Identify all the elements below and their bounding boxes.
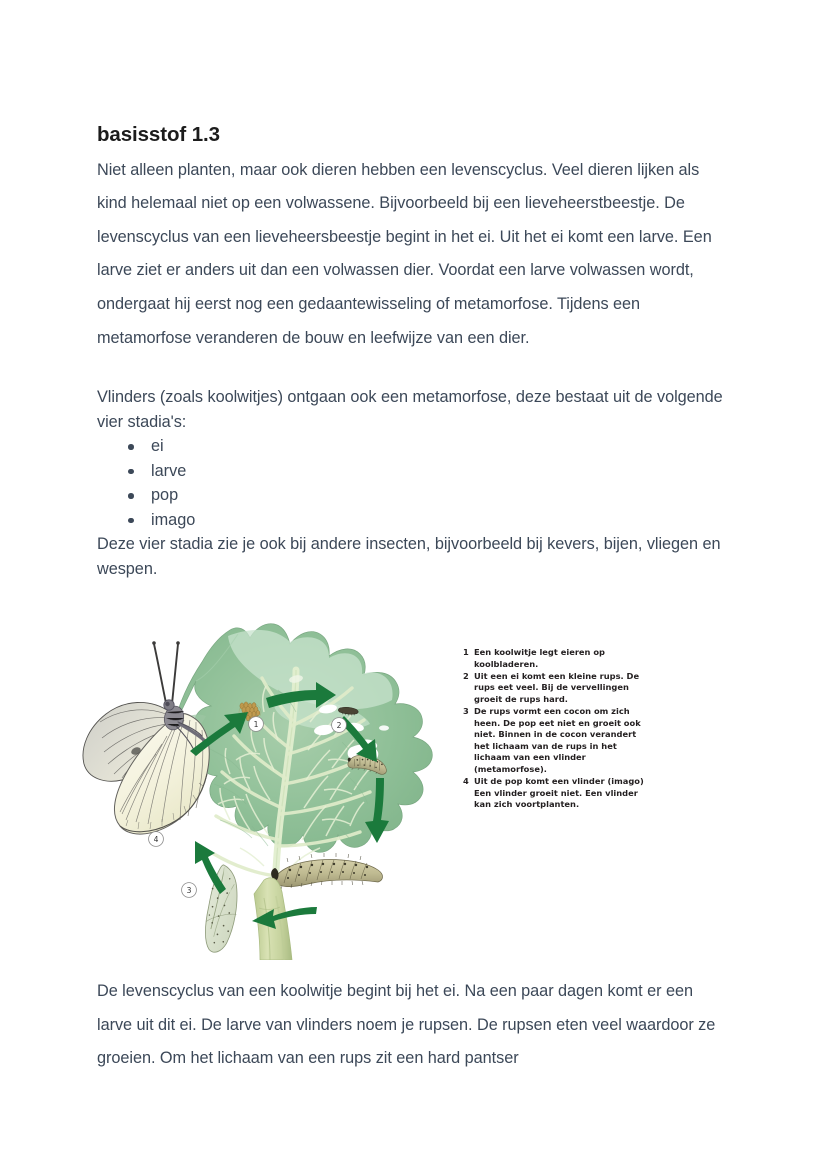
- svg-text:1: 1: [253, 719, 259, 729]
- list-item: [97, 434, 731, 459]
- marker-1: [249, 717, 264, 732]
- document-content: [97, 122, 731, 581]
- caption-item: [463, 647, 651, 670]
- list-item: [97, 483, 731, 508]
- cabbage-leaf-illustration: [78, 608, 470, 960]
- marker-3: [182, 883, 197, 898]
- page-title: basisstof 1.3: [97, 123, 220, 146]
- stage-label: larve: [151, 461, 187, 480]
- closing-paragraph: De levenscyclus van een koolwitje begint bij het ei. Na een paar dagen komt er een larve uit dit ei. De larve van vlinders noem je rupsen. De rupsen eten veel waardoor ze groeien. Om het lichaam van een rups zit een hard pantser: [97, 982, 716, 1068]
- paragraph-spacer: [97, 355, 731, 385]
- marker-4: [149, 832, 164, 847]
- caption-number: 1: [463, 647, 469, 657]
- caption-text: De rups vormt een cocon om zich heen. De pop eet niet en groeit ook niet. Binnen in de cocon verandert het lichaam van de rups in het lichaam van een vlinder (metamorfose).: [474, 705, 641, 774]
- caption-number: 2: [463, 670, 469, 681]
- caption-number: 3: [463, 705, 469, 716]
- intro-paragraph: Niet alleen planten, maar ook dieren hebben een levenscyclus. Veel dieren lijken als kind helemaal niet op een volwassene. Bijvoorbeeld bij een lieveheerstbeestje. De levenscyclus van een lieveheersbeestje begint in het ei. Uit het ei komt een larve. Een larve ziet er anders uit dan een volwassen dier. Voordat een larve volwassen wordt, ondergaat hij eerst nog een gedaantewisseling of metamorfose. Tijdens een metamorfose veranderen de bouw en leefwijze van een dier.: [97, 160, 712, 347]
- caption-item: [463, 706, 651, 776]
- stages-intro-paragraph: Vlinders (zoals koolwitjes) ontgaan ook een metamorfose, deze bestaat uit de volgende vier stadia's:: [97, 388, 723, 431]
- stage-label: imago: [151, 510, 196, 529]
- caption-number: 4: [463, 776, 469, 787]
- svg-text:2: 2: [336, 720, 342, 730]
- caption-text: Uit de pop komt een vlinder (imago) Een vlinder groeit niet. Een vlinder kan zich voortplanten.: [474, 776, 644, 810]
- stage-label: ei: [151, 437, 164, 456]
- lifecycle-figure: [78, 608, 748, 960]
- list-item: [97, 459, 731, 484]
- caption-text: Een koolwitje legt eieren op koolbladeren.: [474, 647, 605, 669]
- list-item: [97, 508, 731, 533]
- caption-item: [463, 671, 651, 706]
- closing-text-block: [97, 975, 731, 1076]
- stages-outro-paragraph: Deze vier stadia zie je ook bij andere insecten, bijvoorbeeld bij kevers, bijen, vliegen en wespen.: [97, 535, 721, 578]
- stages-list: [97, 434, 731, 532]
- caption-text: Uit een ei komt een kleine rups. De rups eet veel. Bij de vervellingen groeit de rups hard.: [474, 670, 640, 704]
- svg-text:4: 4: [153, 834, 159, 844]
- svg-text:3: 3: [186, 885, 192, 895]
- caption-item: [463, 776, 651, 811]
- pupa-chrysalis: [198, 864, 243, 953]
- marker-2: [332, 718, 347, 733]
- large-caterpillar: [271, 853, 382, 890]
- figure-caption: [463, 647, 651, 811]
- stage-label: pop: [151, 486, 179, 505]
- butterfly-imago: [83, 641, 209, 834]
